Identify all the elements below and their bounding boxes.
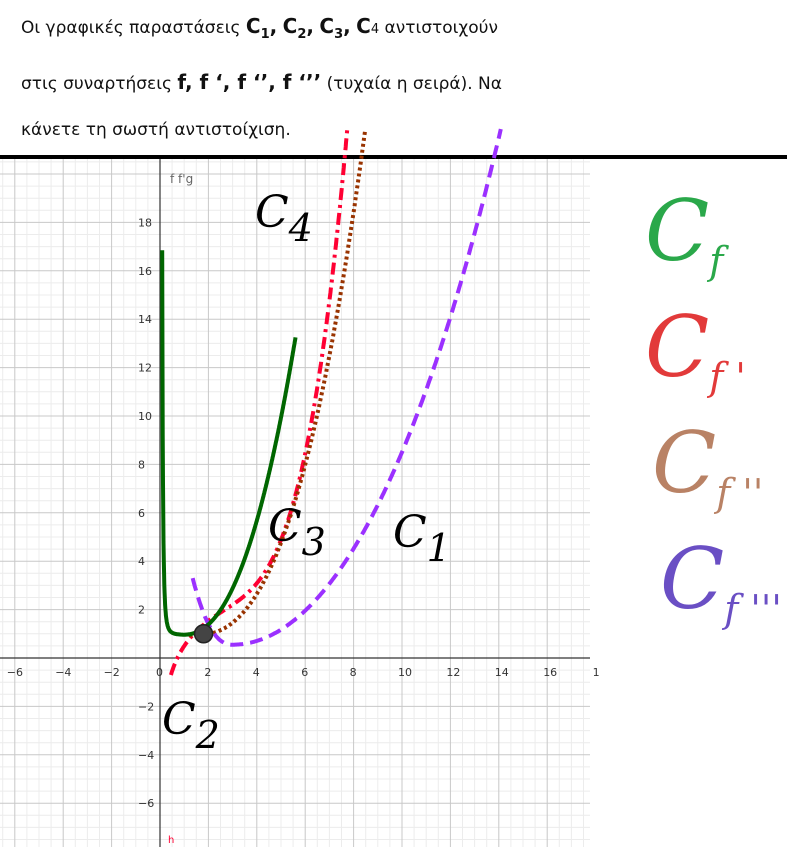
x-tick-label: 16 [543,666,558,679]
x-tick-label: 0 [156,666,163,679]
y-tick-label: 14 [138,313,152,327]
question-text: στις συναρτήσεις [21,74,178,94]
question-text: (τυχαία η σειρά). Να [321,74,502,94]
y-tick-label: −6 [138,797,155,811]
c4-sub: 4 [370,22,380,37]
label-c4: C4 [255,187,313,250]
comma: , [343,14,351,38]
x-tick-label: 2 [204,666,212,679]
question-line-1 [21,14,498,42]
c4-symbol: C [356,14,371,38]
x-tick-label: −2 [103,666,120,679]
curve-c4 [162,250,295,635]
question-text: Οι γραφικές παραστάσεις [21,18,246,38]
question-text: αντιστοιχούν [379,18,498,38]
legend-cf-triple-prime: $C_{f '''}$ [660,530,782,631]
label-c3: C3 [268,501,326,564]
comma: , [306,14,314,38]
x-tick-label: −4 [55,666,72,679]
y-tick-label: 16 [138,264,152,278]
x-tick-label: 10 [398,666,412,679]
y-tick-label: 8 [138,458,145,472]
question-text: κάνετε τη σωστή αντιστοίχιση. [21,120,291,140]
curve-c1 [193,129,501,645]
function-list: f, f ‘, f ‘’, f ‘’’ [177,70,322,94]
y-tick-label: −2 [138,700,155,714]
x-tick-label: 4 [252,666,260,679]
y-tick-label: 4 [138,555,145,569]
y-tick-labels [138,216,154,847]
label-c2: C2 [162,694,220,757]
x-tick-label: 12 [446,666,461,679]
x-tick-label: 14 [494,666,509,679]
c3-symbol: $C_3$ [319,14,344,42]
legend-cf: $C_f$ [645,182,724,283]
x-tick-label: 8 [349,666,357,679]
x-tick-label: 1 [592,666,600,679]
y-tick-label: 18 [138,216,152,230]
legend-cf-double-prime: $C_{f ''}$ [652,414,764,515]
comma: , [269,14,278,38]
y-tick-label: −4 [138,748,155,762]
question-line-3 [21,120,291,140]
y-tick-label: 10 [138,410,152,423]
y-tick-label: 2 [138,603,145,617]
label-c1: C1 [393,507,451,570]
intersection-point [195,625,213,643]
c1-symbol: $C_1$ [245,14,270,42]
question-line-2 [21,70,502,94]
bottom-label: h [168,835,175,846]
y-tick-label: 12 [138,361,152,375]
c2-symbol: $C_2$ [282,14,307,42]
corner-label: f f'g [170,172,194,186]
x-tick-label: −6 [6,666,24,679]
y-tick-label: 6 [138,506,145,520]
x-tick-label: 6 [301,666,309,679]
legend-cf-prime: $C_{f '}$ [645,298,746,399]
